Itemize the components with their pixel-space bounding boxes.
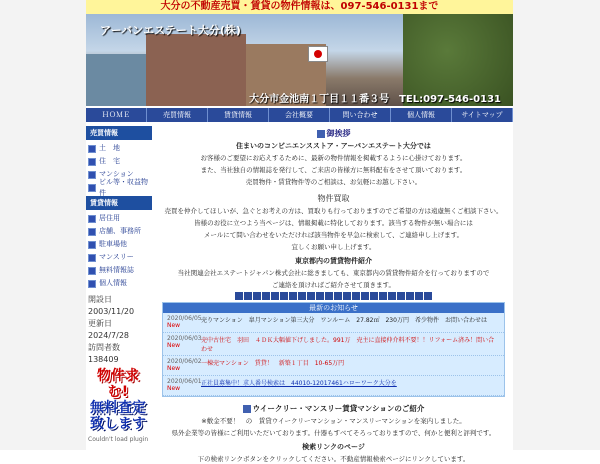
sidebar-item-label: 店舗、事務所 bbox=[99, 227, 141, 235]
promo-line: 物件求む! bbox=[97, 368, 139, 400]
background-right bbox=[513, 0, 600, 450]
link-button[interactable] bbox=[325, 292, 333, 300]
main-content bbox=[156, 124, 511, 463]
promo-banner[interactable] bbox=[88, 368, 148, 432]
bullet-icon bbox=[88, 254, 96, 262]
sidebar-item-label: 無料情報誌 bbox=[99, 266, 134, 274]
link-button[interactable] bbox=[388, 292, 396, 300]
link-buttons bbox=[156, 292, 511, 300]
weekly-line: ※敷金不要！ の 賃貸ウイークリーマンション・マンスリーマンションを案内しました。 bbox=[201, 417, 466, 425]
tokyo-title: 東京都内の賃貸物件紹介 bbox=[295, 257, 372, 265]
intro-strong: 住まいのコンビニエンスストア・アーバンエステート大分では bbox=[236, 142, 431, 150]
link-button[interactable] bbox=[316, 292, 324, 300]
sidebar-item-residential[interactable] bbox=[86, 212, 152, 225]
background-left bbox=[0, 0, 86, 450]
new-badge: New bbox=[167, 385, 181, 392]
link-button[interactable] bbox=[424, 292, 432, 300]
news-box bbox=[162, 302, 505, 397]
sidebar-item-label: 駐車場他 bbox=[99, 240, 127, 248]
link-button[interactable] bbox=[352, 292, 360, 300]
sidebar-item-office[interactable] bbox=[86, 225, 152, 238]
visits-label: 訪問者数 bbox=[88, 343, 120, 352]
greeting-title: 御挨拶 bbox=[326, 129, 351, 138]
main-nav bbox=[86, 108, 513, 122]
news-text: 一棟売マンション 賃貸！ 新築１丁目 10-65万円 bbox=[201, 360, 345, 367]
intro-line: お客様のご要望にお応えするために、最新の物件情報を掲載するように心掛けております。 bbox=[200, 154, 467, 162]
japan-flag-icon bbox=[308, 46, 328, 62]
news-text: 売中古住宅 羽田 ４ＤＫ大幅値下げしました。991万 売主に直接仲介料不要！！リフォーム済み！問い合わせ bbox=[201, 337, 495, 353]
sidebar-item-label: マンション bbox=[99, 170, 134, 178]
top-contact-bar: 大分の不動産売買・賃貸の物件情報は、097-546-0131まで bbox=[86, 0, 513, 14]
bullet-icon bbox=[88, 267, 96, 275]
company-address: 大分市金池南１丁目１１番３号 TEL:097-546-0131 bbox=[249, 94, 501, 105]
promo-line: 致します bbox=[90, 416, 146, 432]
news-date: 2020/06/01 New bbox=[167, 378, 202, 392]
sidebar-header-sale: 売買情報 bbox=[86, 126, 152, 140]
sidebar-item-label: マンスリー bbox=[99, 253, 134, 261]
sidebar-header-rent: 賃貸情報 bbox=[86, 196, 152, 210]
new-badge: New bbox=[167, 365, 181, 372]
intro-line: 売買物件・賃貸物件等のご相談は、お気軽にお越し下さい。 bbox=[245, 178, 422, 186]
link-button[interactable] bbox=[298, 292, 306, 300]
link-button[interactable] bbox=[406, 292, 414, 300]
bullet-icon bbox=[88, 228, 96, 236]
sidebar-item-magazine[interactable] bbox=[86, 264, 152, 277]
opened-label: 開設日 bbox=[88, 295, 112, 304]
search-title: 検索リンクのページ bbox=[302, 443, 365, 451]
purchase-line: 売買を仲介してほしいが、急ぐとお考えの方は、買取りも行っておりますのでご希望の方は遠慮無くご相談下さい。 bbox=[164, 207, 503, 215]
purchase-title: 物件買取 bbox=[317, 194, 350, 203]
nav-sitemap[interactable]: サイトマップ bbox=[452, 108, 513, 122]
link-button[interactable] bbox=[271, 292, 279, 300]
nav-privacy[interactable]: 個人情報 bbox=[391, 108, 452, 122]
sidebar-item-land[interactable] bbox=[86, 142, 152, 155]
weekly-title: ウイークリー・マンスリー賃貸マンションのご紹介 bbox=[252, 404, 425, 413]
sidebar-item-house[interactable] bbox=[86, 155, 152, 168]
banner-building bbox=[86, 54, 146, 106]
sidebar-item-label: 個人情報 bbox=[99, 279, 127, 287]
link-button[interactable] bbox=[262, 292, 270, 300]
link-button[interactable] bbox=[244, 292, 252, 300]
greeting-heading bbox=[156, 128, 511, 139]
news-date: 2020/06/05 New bbox=[167, 315, 202, 329]
sidebar-item-label: 居住用 bbox=[99, 214, 120, 222]
weekly-heading bbox=[156, 403, 511, 414]
link-button[interactable] bbox=[334, 292, 342, 300]
bullet-icon bbox=[88, 145, 96, 153]
promo-line: 無料査定 bbox=[90, 400, 146, 416]
bullet-icon bbox=[88, 171, 96, 179]
bullet-icon bbox=[88, 241, 96, 249]
visits-count: 138409 bbox=[88, 355, 119, 364]
news-text: 売りマンション 皐月マンション第三大分 ワンルーム 27.82㎡ 230万円 希少物件 お問い合わせは bbox=[201, 317, 487, 324]
opened-date: 2003/11/20 bbox=[88, 307, 135, 316]
updated-label: 更新日 bbox=[88, 319, 112, 328]
link-button[interactable] bbox=[397, 292, 405, 300]
bullet-icon bbox=[88, 184, 96, 192]
sidebar-item-label: ビル等・収益物件 bbox=[99, 177, 148, 197]
heading-icon bbox=[317, 130, 325, 138]
new-badge: New bbox=[167, 342, 181, 349]
sidebar-item-label: 土 地 bbox=[99, 144, 120, 152]
plugin-message: Couldn't load plugin bbox=[88, 436, 149, 443]
sidebar-item-building[interactable] bbox=[86, 177, 152, 197]
purchase-line: メールにて問い合わせをいただければ該当物件を早急に検索して、ご連絡申し上げます。 bbox=[203, 231, 464, 239]
page bbox=[86, 0, 513, 463]
header-banner bbox=[86, 14, 513, 106]
news-date: 2020/06/03 New bbox=[167, 335, 202, 349]
purchase-line: 皆様のお役に立つよう当ページは、情報掲載に特化しております。該当する物件が無い場合には bbox=[194, 219, 473, 227]
link-button[interactable] bbox=[280, 292, 288, 300]
news-item[interactable] bbox=[163, 376, 504, 396]
link-button[interactable] bbox=[361, 292, 369, 300]
link-button[interactable] bbox=[253, 292, 261, 300]
link-button[interactable] bbox=[415, 292, 423, 300]
news-date: 2020/06/02 New bbox=[167, 358, 202, 372]
sidebar-item-monthly[interactable] bbox=[86, 251, 152, 264]
bullet-icon bbox=[88, 158, 96, 166]
link-button[interactable] bbox=[370, 292, 378, 300]
news-text: 正社員募集中！求人番号検索は 44010-12017461ハローワーク大分を bbox=[201, 380, 397, 387]
heading-icon bbox=[243, 405, 251, 413]
search-line: 下の検索リンクボタンをクリックしてください。不動産情報検索ページにリンクしています。 bbox=[197, 455, 470, 463]
new-badge: New bbox=[167, 322, 181, 329]
intro-line: また、当社独自の情報誌を発行して、ご来店の皆様方に無料配布をさせて頂いております。 bbox=[200, 166, 467, 174]
sidebar-item-parking[interactable] bbox=[86, 238, 152, 251]
bullet-icon bbox=[88, 215, 96, 223]
link-button[interactable] bbox=[235, 292, 243, 300]
nav-contact[interactable]: 問い合わせ bbox=[330, 108, 391, 122]
link-button[interactable] bbox=[289, 292, 297, 300]
company-name: アーバンエステート大分(株) bbox=[100, 24, 241, 37]
nav-company[interactable]: 会社概要 bbox=[269, 108, 330, 122]
nav-rent[interactable]: 賃貸情報 bbox=[208, 108, 269, 122]
sidebar-item-privacy[interactable] bbox=[86, 277, 152, 290]
sidebar bbox=[86, 124, 152, 450]
tokyo-line: ご連絡を頂ければご紹介させて頂きます。 bbox=[272, 281, 395, 289]
tokyo-line: 当社関連会社エステートジャパン株式会社に総きましても、東京都内の賃貸物件紹介を行っておりますので bbox=[177, 269, 490, 277]
purchase-line: 宜しくお願い申し上げます。 bbox=[291, 243, 376, 251]
link-button[interactable] bbox=[307, 292, 315, 300]
link-button[interactable] bbox=[343, 292, 351, 300]
bullet-icon bbox=[88, 280, 96, 288]
updated-date: 2024/7/28 bbox=[88, 331, 130, 340]
sidebar-item-label: 住 宅 bbox=[99, 157, 120, 165]
nav-sale[interactable]: 売買情報 bbox=[147, 108, 208, 122]
news-header: 最新のお知らせ bbox=[163, 303, 504, 313]
news-item[interactable] bbox=[163, 333, 504, 356]
link-button[interactable] bbox=[379, 292, 387, 300]
weekly-line: 県外企業等の皆様にご利用いただいております。什器もすべてそろっておりますので、何かと便利と評判です。 bbox=[171, 429, 496, 437]
nav-home[interactable]: ＨＯＭＥ bbox=[86, 108, 147, 122]
news-item[interactable] bbox=[163, 313, 504, 333]
news-item[interactable] bbox=[163, 356, 504, 376]
banner-building bbox=[146, 34, 246, 106]
